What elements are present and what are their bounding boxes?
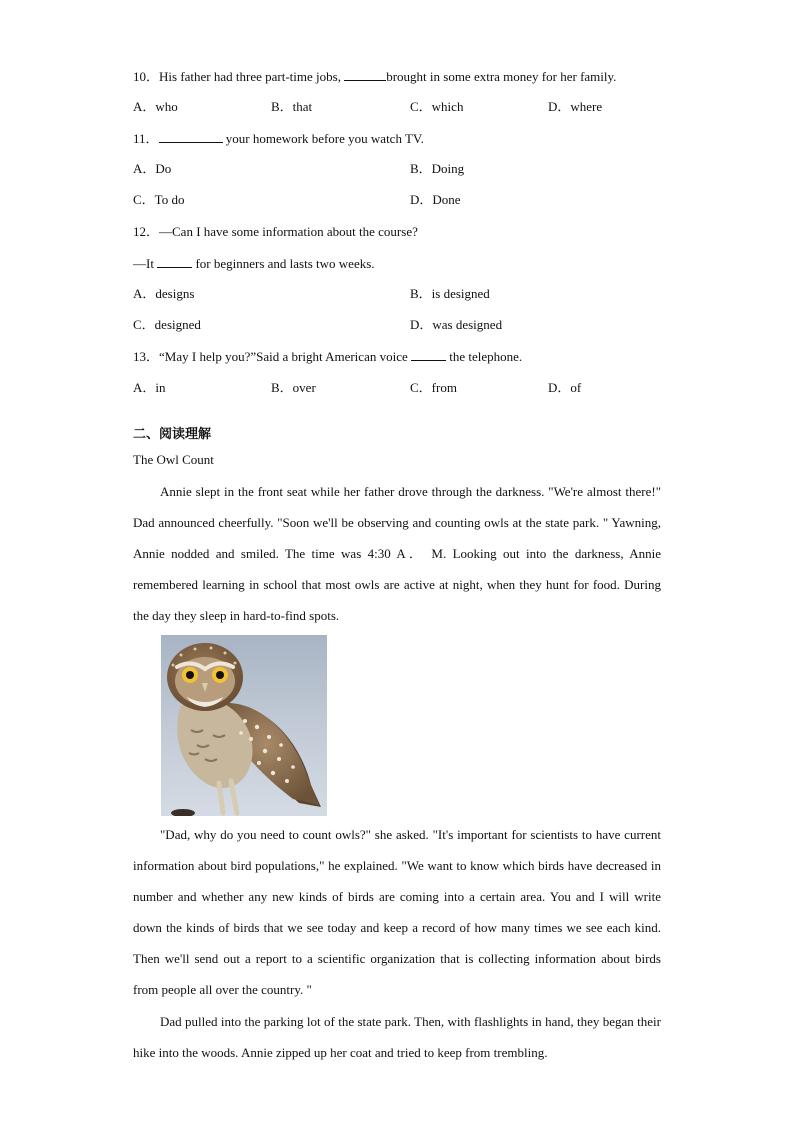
option-c[interactable]: C．To do <box>133 192 185 207</box>
answer-blank <box>159 130 223 143</box>
option-b[interactable]: B．that <box>271 99 313 114</box>
option-a[interactable]: A．who <box>133 99 178 114</box>
question-text: “May I help you?”Said a bright American voice <box>159 349 411 364</box>
question-text: —Can I have some information about the course? <box>159 224 418 239</box>
option-d[interactable]: D．of <box>548 380 582 395</box>
answer-blank <box>344 68 386 81</box>
passage-title: The Owl Count <box>133 452 214 467</box>
option-d[interactable]: D．Done <box>410 192 461 207</box>
question-13-stem <box>133 348 522 365</box>
paragraph-text: Annie slept in the front seat while her father drove through the darkness. "We're almost there!" Dad announced cheerfully. "Soon we'll be observing and counting owls at the state park. " Yawning, Annie nodded and smiled. The time was 4:30 A． M. Looking out into the darkness, Annie remembered learning in school that most owls are active at night, when they hunt for food. During the day they sleep in hard-to-find spots. <box>133 484 661 623</box>
option-d[interactable]: D．was designed <box>410 317 503 332</box>
option-a[interactable]: A．designs <box>133 286 195 301</box>
question-text: for beginners and lasts two weeks. <box>192 256 375 271</box>
question-12-line2 <box>133 255 375 272</box>
answer-blank <box>157 255 192 268</box>
passage-paragraph-2 <box>133 819 661 1005</box>
question-number: 12． <box>133 224 160 239</box>
question-12-stem <box>133 224 418 240</box>
question-text: His father had three part-time jobs, <box>159 69 345 84</box>
question-number: 10． <box>133 69 160 84</box>
option-a[interactable]: A．in <box>133 380 166 395</box>
option-d[interactable]: D．where <box>548 99 603 114</box>
option-b[interactable]: B．over <box>271 380 316 395</box>
option-c[interactable]: C．which <box>410 99 464 114</box>
answer-blank <box>411 348 446 361</box>
option-a[interactable]: A．Do <box>133 161 172 176</box>
option-b[interactable]: B．is designed <box>410 286 490 301</box>
question-number: 11． <box>133 131 159 146</box>
question-number: 13． <box>133 349 160 364</box>
question-text: your homework before you watch TV. <box>222 131 424 146</box>
section-heading: 二、阅读理解 <box>133 427 212 442</box>
question-text: the telephone. <box>446 349 523 364</box>
passage-paragraph-1 <box>133 476 661 631</box>
paragraph-text: Dad pulled into the parking lot of the state park. Then, with flashlights in hand, they began their hike into the woods. Annie zipped up her coat and tried to keep from trembling. <box>133 1014 661 1060</box>
option-c[interactable]: C．from <box>410 380 457 395</box>
question-10-stem <box>133 68 616 85</box>
question-11-stem <box>133 130 424 147</box>
paragraph-text: "Dad, why do you need to count owls?" she asked. "It's important for scientists to have current information about bird populations," he explained. "We want to know which birds have decreased in number and whether any new kinds of birds are coming into a certain area. You and I will write down the kinds of birds that we see today and keep a record of how many times we see each kind. Then we'll send out a report to a scientific organization that is collecting information about birds from people all over the country. " <box>133 827 661 997</box>
question-text: —It <box>133 256 158 271</box>
option-b[interactable]: B．Doing <box>410 161 465 176</box>
question-text: brought in some extra money for her family. <box>386 69 617 84</box>
owl-photo <box>161 635 327 816</box>
option-c[interactable]: C．designed <box>133 317 201 332</box>
owl-icon <box>161 635 327 816</box>
passage-paragraph-3 <box>133 1006 661 1068</box>
